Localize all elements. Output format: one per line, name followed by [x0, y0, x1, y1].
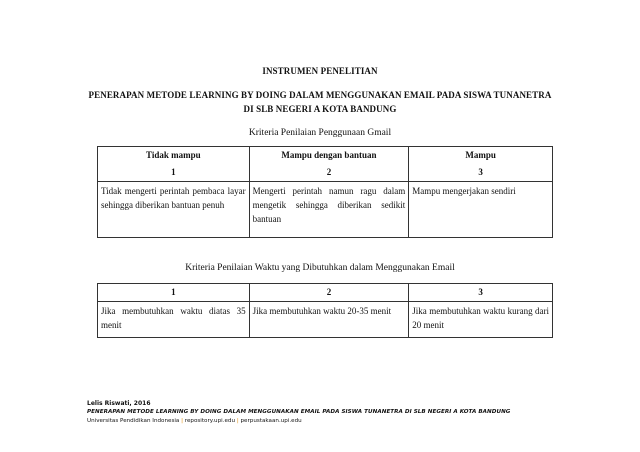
document-subtitle-line2: DI SLB NEGERI A KOTA BANDUNG: [243, 104, 397, 114]
table-cell: Mampu mengerjakan sendiri: [409, 182, 553, 238]
footer-repository-link[interactable]: repository.upi.edu: [184, 418, 236, 424]
footer-links: [87, 418, 302, 424]
header-score: 3: [478, 167, 483, 177]
header-label: Mampu dengan bantuan: [281, 150, 377, 160]
header-score: 2: [326, 167, 332, 177]
table-cell: Mengerti perintah namun ragu dalam mengetik sehingga diberikan sedikit bantuan: [249, 182, 409, 238]
table-header-cell: [249, 147, 409, 182]
table-cell: Jika membutuhkan waktu kurang dari 20 menit: [409, 302, 553, 338]
table-cell: Tidak mengerti perintah pembaca layar sehingga diberikan bantuan penuh: [98, 182, 250, 238]
document-heading: INSTRUMEN PENELITIAN: [262, 66, 378, 76]
table-row: [98, 182, 553, 238]
table1-caption: Kriteria Penilaian Penggunaan Gmail: [248, 128, 392, 138]
footer-separator: |: [181, 418, 184, 424]
table-header-cell: 1: [98, 284, 250, 302]
table-header-cell: 3: [409, 284, 553, 302]
footer-university: Universitas Pendidikan Indonesia: [87, 418, 180, 424]
document-subtitle-line1: PENERAPAN METODE LEARNING BY DOING DALAM MENGGUNAKAN EMAIL PADA SISWA TUNANETRA: [88, 90, 552, 100]
header-label: Tidak mampu: [146, 150, 201, 160]
footer-title: PENERAPAN METODE LEARNING BY DOING DALAM MENGGUNAKAN EMAIL PADA SISWA TUNANETRA DI SLB NEGERI A KOTA BANDUNG: [87, 409, 511, 415]
header-score: 1: [171, 167, 176, 177]
table-cell: Jika membutuhkan waktu 20-35 menit: [249, 302, 409, 338]
table-header-row: [98, 284, 553, 302]
gmail-criteria-table: [97, 146, 553, 238]
footer-separator: |: [236, 418, 239, 424]
time-criteria-table: [97, 283, 553, 338]
table-header-cell: [98, 147, 250, 182]
footer-library-link[interactable]: perpustakaan.upi.edu: [240, 418, 302, 424]
table-header-cell: 2: [249, 284, 409, 302]
header-label: Mampu: [465, 150, 496, 160]
table-row: [98, 302, 553, 338]
footer-author: Lelis Riswati, 2016: [87, 400, 151, 407]
table2-caption: Kriteria Penilaian Waktu yang Dibutuhkan dalam Menggunakan Email: [185, 263, 455, 273]
table-header-cell: [409, 147, 553, 182]
table-header-row: [98, 147, 553, 182]
table-cell: Jika membutuhkan waktu diatas 35 menit: [98, 302, 250, 338]
